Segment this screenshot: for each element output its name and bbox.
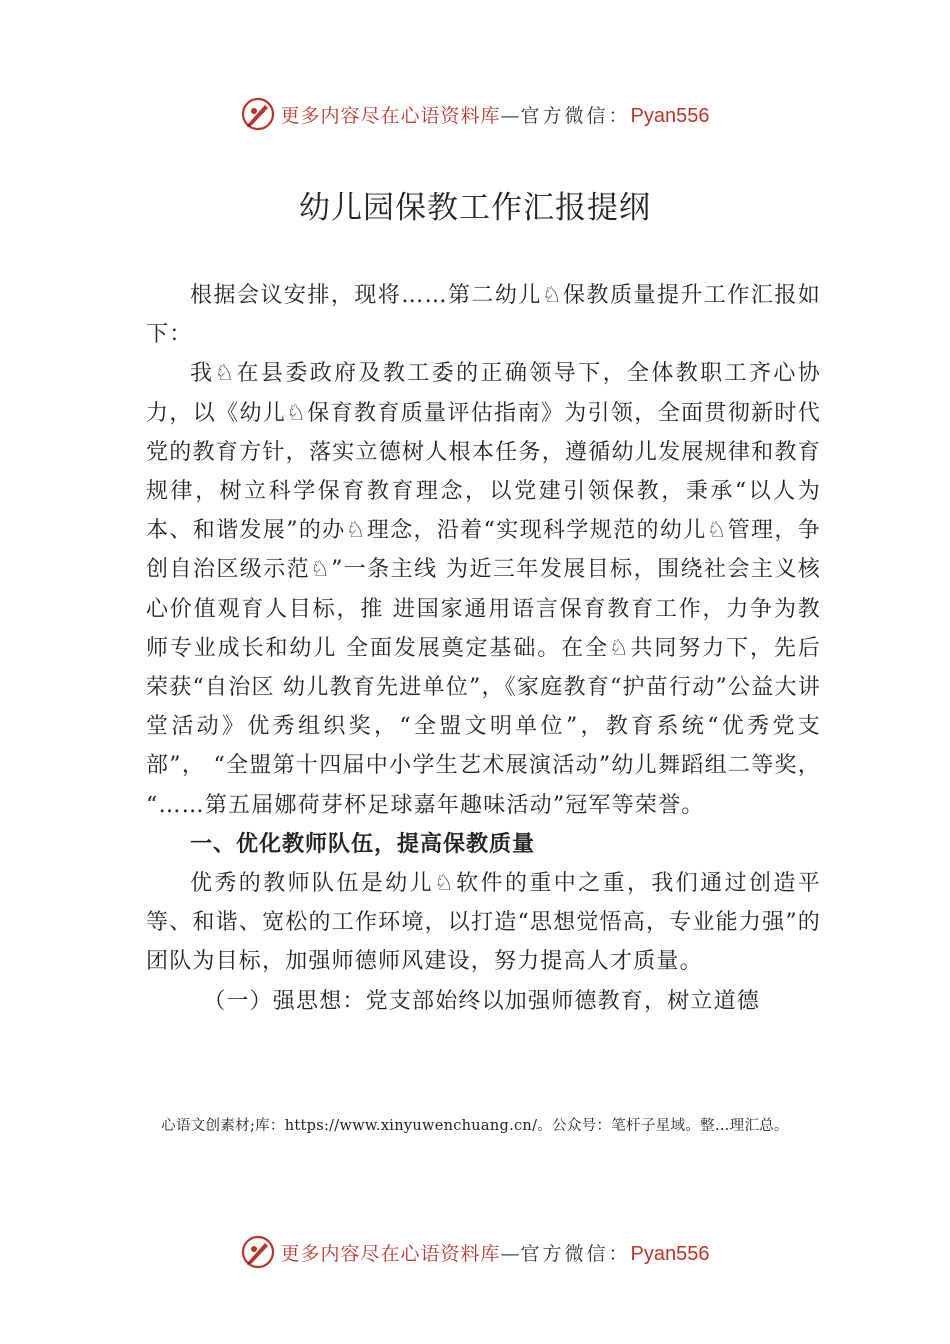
paragraph-overview: 我♘在县委政府及教工委的正确领导下，全体教职工齐心协力，以《幼儿♘保育教育质量评估指南》为引领，全面贯彻新时代党的教育方针，落实立德树人根本任务，遵循幼儿发展规律和教育规律，树立科学保育教育理念，以党建引领保教，秉承“以人为本、和谐发展”的办♘理念，沿着“实现科学规范的幼儿♘管理，争创自治区级示范♘”一条主线 为近三年发展目标，围绕社会主义核心价值观育人目标，推 进国家通用语言保育教育工作，力争为教师专业成长和幼儿 全面发展奠定基础。在全♘共同努力下，先后荣获“自治区 幼儿教育先进单位”，《家庭教育“护苗行动”公益大讲堂活动》优秀组织奖，“全盟文明单位”，教育系统“优秀党支部”， “全盟第十四届中小学生艺术展演活动”幼儿舞蹈组二等奖， “……第五届娜荷芽杯足球嘉年趣味活动”冠军等荣誉。	[146, 361, 821, 818]
pen-logo-icon	[241, 1235, 275, 1269]
pen-logo-icon	[241, 97, 275, 131]
document-body	[146, 276, 821, 1021]
subsection-heading-1: （一）强思想：党支部始终以加强师德教育，树立道德	[203, 988, 760, 1014]
section-heading-1: 一、优化教师队伍，提高保教质量	[190, 831, 536, 857]
banner-brand: 更多内容尽在心语资料库	[280, 104, 501, 127]
page-title: 幼儿园保教工作汇报提纲	[299, 190, 651, 226]
banner-wechat-account: Pyan556	[630, 1242, 710, 1265]
banner-wechat-label: 官方微信：	[520, 1242, 631, 1265]
paragraph-intro: 根据会议安排，现将……第二幼儿♘保教质量提升工作汇报如下：	[146, 283, 821, 348]
banner-wechat-label: 官方微信：	[520, 104, 631, 127]
footer-source-note: 心语文创素材;库：https://www.xinyuwenchuang.cn/。公众号：笔杆子星域。整…理汇总。	[161, 1118, 789, 1134]
banner-text	[281, 101, 710, 128]
top-watermark-banner	[0, 94, 950, 134]
banner-separator: —	[500, 104, 521, 127]
banner-brand: 更多内容尽在心语资料库	[280, 1242, 501, 1265]
paragraph-section-1: 优秀的教师队伍是幼儿♘软件的重中之重，我们通过创造平等、和谐、宽松的工作环境，以打造“思想觉悟高，专业能力强”的团队为目标，加强师德师风建设，努力提高人才质量。	[146, 871, 821, 975]
banner-text	[281, 1239, 710, 1266]
banner-separator: —	[500, 1242, 521, 1265]
banner-wechat-account: Pyan556	[630, 104, 710, 127]
bottom-watermark-banner	[0, 1232, 950, 1272]
